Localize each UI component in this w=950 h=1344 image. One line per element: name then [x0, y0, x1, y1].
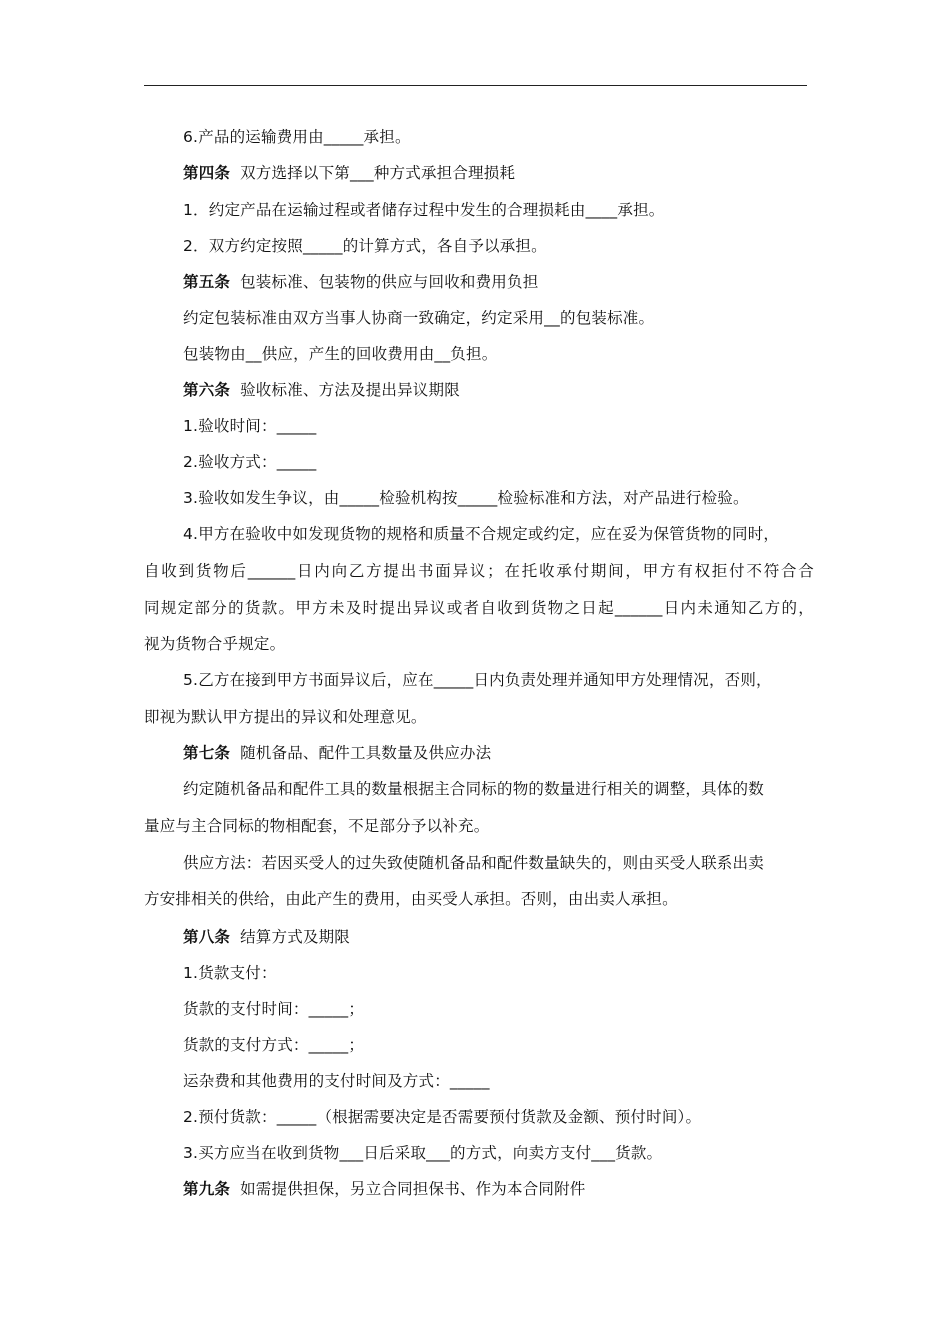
article-8-heading	[183, 926, 350, 948]
article-number: 第四条	[183, 164, 231, 182]
clause-8-2: 2.预付货款：_____（根据需要决定是否需要预付货款及金额、预付时间）。	[183, 1108, 702, 1126]
article-5-heading	[183, 271, 538, 293]
clause-6-4-line-4: 视为货物合乎规定。	[144, 635, 286, 653]
clause-3-6: 6.产品的运输费用由_____承担。	[183, 128, 411, 146]
article-5-para-1: 约定包装标准由双方当事人协商一致确定，约定采用__的包装标准。	[183, 309, 655, 327]
article-title: 包装标准、包装物的供应与回收和费用负担	[240, 273, 539, 291]
clause-6-3: 3.验收如发生争议，由_____检验机构按_____检验标准和方法，对产品进行检验。	[183, 489, 749, 507]
clause-6-5-line-2: 即视为默认甲方提出的异议和处理意见。	[144, 708, 427, 726]
article-7-para-1-line-2: 量应与主合同标的物相配套，不足部分予以补充。	[144, 817, 490, 835]
article-number: 第六条	[183, 381, 231, 399]
clause-8-1: 1.货款支付：	[183, 964, 277, 982]
article-number: 第七条	[183, 744, 231, 762]
clause-6-4-line-3: 同规定部分的货款。甲方未及时提出异议或者自收到货物之日起______日内未通知乙方的，	[144, 599, 814, 617]
clause-6-5-line-1: 5.乙方在接到甲方书面异议后，应在_____日内负责处理并通知甲方处理情况，否则，	[183, 671, 772, 689]
article-4-heading	[183, 162, 515, 184]
clause-8-1-time: 货款的支付时间：_____；	[183, 1000, 365, 1018]
clause-6-4-line-2: 自收到货物后______日内向乙方提出书面异议；在托收承付期间，甲方有权拒付不符合合	[144, 562, 814, 580]
clause-6-4-line-1: 4.甲方在验收中如发现货物的规格和质量不合规定或约定，应在妥为保管货物的同时，	[183, 525, 780, 543]
article-title: 验收标准、方法及提出异议期限	[240, 381, 460, 399]
article-5-para-2: 包装物由__供应，产生的回收费用由__负担。	[183, 345, 498, 363]
clause-4-1: 1．约定产品在运输过程或者储存过程中发生的合理损耗由____承担。	[183, 201, 665, 219]
article-title: 双方选择以下第___种方式承担合理损耗	[240, 164, 516, 182]
clause-8-1-other-fees: 运杂费和其他费用的支付时间及方式：_____	[183, 1072, 490, 1090]
article-number: 第九条	[183, 1180, 231, 1198]
article-number: 第五条	[183, 273, 231, 291]
article-6-heading	[183, 379, 460, 401]
header-rule	[144, 85, 807, 86]
clause-8-1-method: 货款的支付方式：_____；	[183, 1036, 365, 1054]
article-number: 第八条	[183, 928, 231, 946]
clause-4-2: 2．双方约定按照_____的计算方式，各自予以承担。	[183, 237, 547, 255]
clause-8-3: 3.买方应当在收到货物___日后采取___的方式，向卖方支付___货款。	[183, 1144, 663, 1162]
clause-6-1: 1.验收时间：_____	[183, 417, 317, 435]
article-title: 随机备品、配件工具数量及供应办法	[240, 744, 492, 762]
article-7-heading	[183, 742, 491, 764]
article-7-para-2-line-2: 方安排相关的供给，由此产生的费用，由买受人承担。否则，由出卖人承担。	[144, 890, 678, 908]
article-title: 结算方式及期限	[240, 928, 351, 946]
article-7-para-1-line-1: 约定随机备品和配件工具的数量根据主合同标的物的数量进行相关的调整，具体的数	[183, 780, 764, 798]
article-7-para-2-line-1: 供应方法：若因买受人的过失致使随机备品和配件数量缺失的，则由买受人联系出卖	[183, 854, 764, 872]
clause-6-2: 2.验收方式：_____	[183, 453, 317, 471]
article-title: 如需提供担保，另立合同担保书、作为本合同附件	[240, 1180, 586, 1198]
article-9-heading	[183, 1178, 586, 1200]
